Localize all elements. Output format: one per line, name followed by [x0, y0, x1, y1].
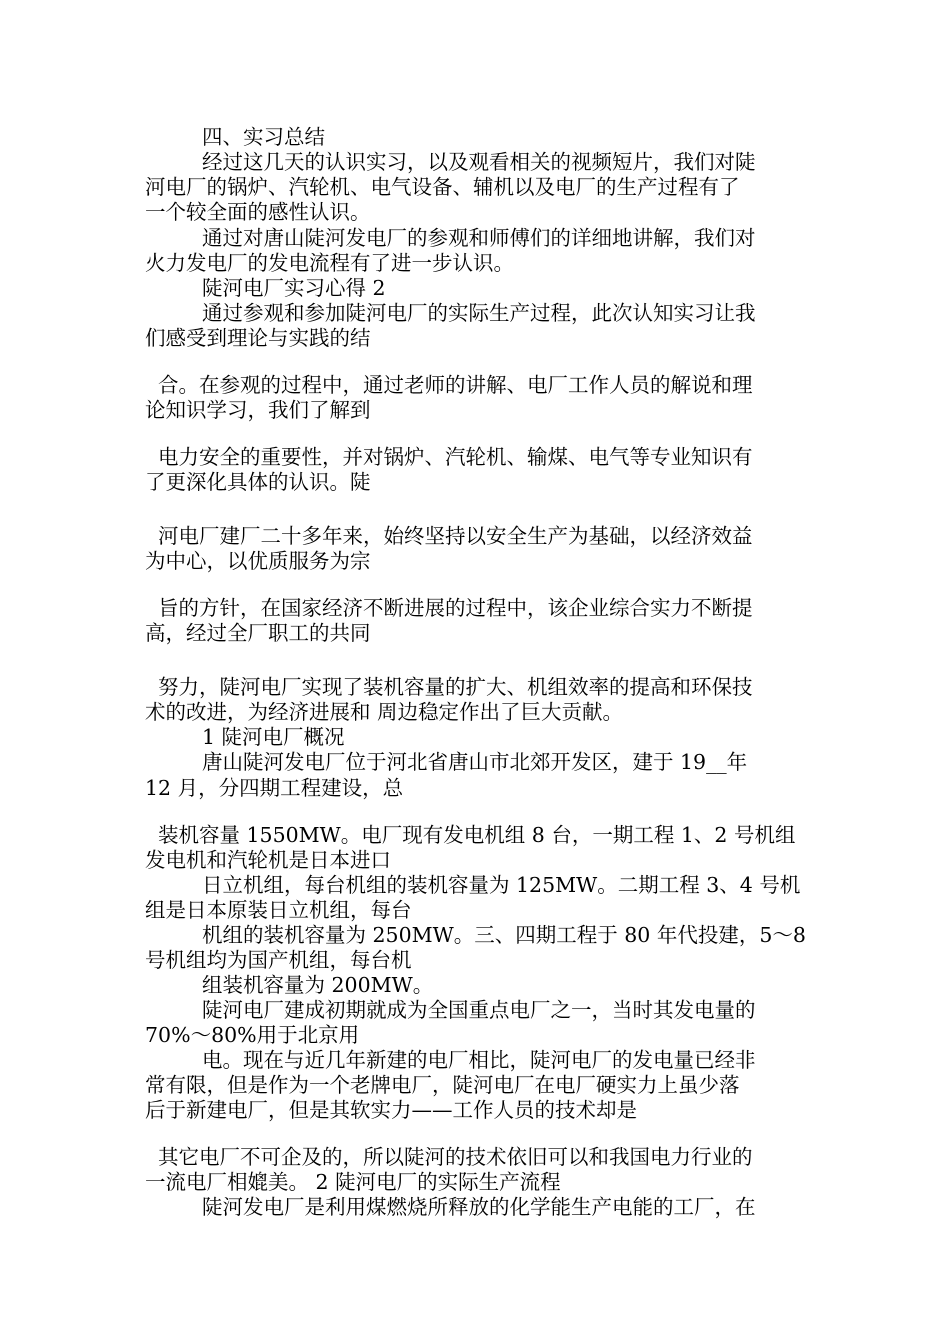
- paragraph-line: 唐山陡河发电厂位于河北省唐山市北郊开发区，建于 19__年: [202, 750, 748, 774]
- paragraph-line: 12 月，分四期工程建设，总: [145, 776, 404, 800]
- paragraph-line: 机组的装机容量为 250MW。三、四期工程于 80 年代投建，5～8: [202, 923, 806, 947]
- section-heading: 陡河电厂实习心得 2: [202, 276, 386, 300]
- paragraph-line: 火力发电厂的发电流程有了进一步认识。: [145, 251, 514, 275]
- paragraph-line: 了更深化具体的认识。陡: [145, 470, 371, 494]
- paragraph-line: 后于新建电厂，但是其软实力——工作人员的技术却是: [145, 1098, 637, 1122]
- paragraph-line: 努力，陡河电厂实现了装机容量的扩大、机组效率的提高和环保技: [158, 675, 753, 699]
- section-heading: 1 陡河电厂概况: [202, 725, 345, 749]
- paragraph-line: 70%～80%用于北京用: [145, 1023, 360, 1047]
- paragraph-line: 电。现在与近几年新建的电厂相比，陡河电厂的发电量已经非: [202, 1048, 756, 1072]
- paragraph-line: 一流电厂相媲美。 2 陡河电厂的实际生产流程: [145, 1170, 561, 1194]
- paragraph-line: 高，经过全厂职工的共同: [145, 621, 371, 645]
- paragraph-line: 陡河电厂建成初期就成为全国重点电厂之一，当时其发电量的: [202, 998, 756, 1022]
- paragraph-line: 旨的方针，在国家经济不断进展的过程中，该企业综合实力不断提: [158, 596, 753, 620]
- paragraph-line: 河电厂建厂二十多年来，始终坚持以安全生产为基础，以经济效益: [158, 524, 753, 548]
- paragraph-line: 经过这几天的认识实习，以及观看相关的视频短片，我们对陡: [202, 150, 756, 174]
- paragraph-line: 常有限，但是作为一个老牌电厂，陡河电厂在电厂硬实力上虽少落: [145, 1073, 740, 1097]
- paragraph-line: 论知识学习，我们了解到: [145, 398, 371, 422]
- paragraph-line: 为中心，以优质服务为宗: [145, 549, 371, 573]
- paragraph-line: 其它电厂不可企及的，所以陡河的技术依旧可以和我国电力行业的: [158, 1145, 753, 1169]
- paragraph-line: 通过对唐山陡河发电厂的参观和师傅们的详细地讲解，我们对: [202, 226, 756, 250]
- paragraph-line: 组是日本原装日立机组，每台: [145, 898, 412, 922]
- paragraph-line: 通过参观和参加陡河电厂的实际生产过程，此次认知实习让我: [202, 301, 756, 325]
- paragraph-line: 们感受到理论与实践的结: [145, 326, 371, 350]
- paragraph-line: 合。在参观的过程中，通过老师的讲解、电厂工作人员的解说和理: [158, 373, 753, 397]
- paragraph-line: 装机容量 1550MW。电厂现有发电机组 8 台，一期工程 1、2 号机组: [158, 823, 796, 847]
- section-heading: 四、实习总结: [202, 125, 325, 149]
- paragraph-line: 河电厂的锅炉、汽轮机、电气设备、辅机以及电厂的生产过程有了: [145, 175, 740, 199]
- paragraph-line: 号机组均为国产机组，每台机: [145, 948, 412, 972]
- paragraph-line: 陡河发电厂是利用煤燃烧所释放的化学能生产电能的工厂，在: [202, 1195, 756, 1219]
- paragraph-line: 一个较全面的感性认识。: [145, 200, 371, 224]
- paragraph-line: 日立机组，每台机组的装机容量为 125MW。二期工程 3、4 号机: [202, 873, 801, 897]
- paragraph-line: 组装机容量为 200MW。: [202, 973, 434, 997]
- paragraph-line: 术的改进，为经济进展和 周边稳定作出了巨大贡献。: [145, 700, 624, 724]
- paragraph-line: 电力安全的重要性，并对锅炉、汽轮机、输煤、电气等专业知识有: [158, 445, 753, 469]
- paragraph-line: 发电机和汽轮机是日本进口: [145, 848, 391, 872]
